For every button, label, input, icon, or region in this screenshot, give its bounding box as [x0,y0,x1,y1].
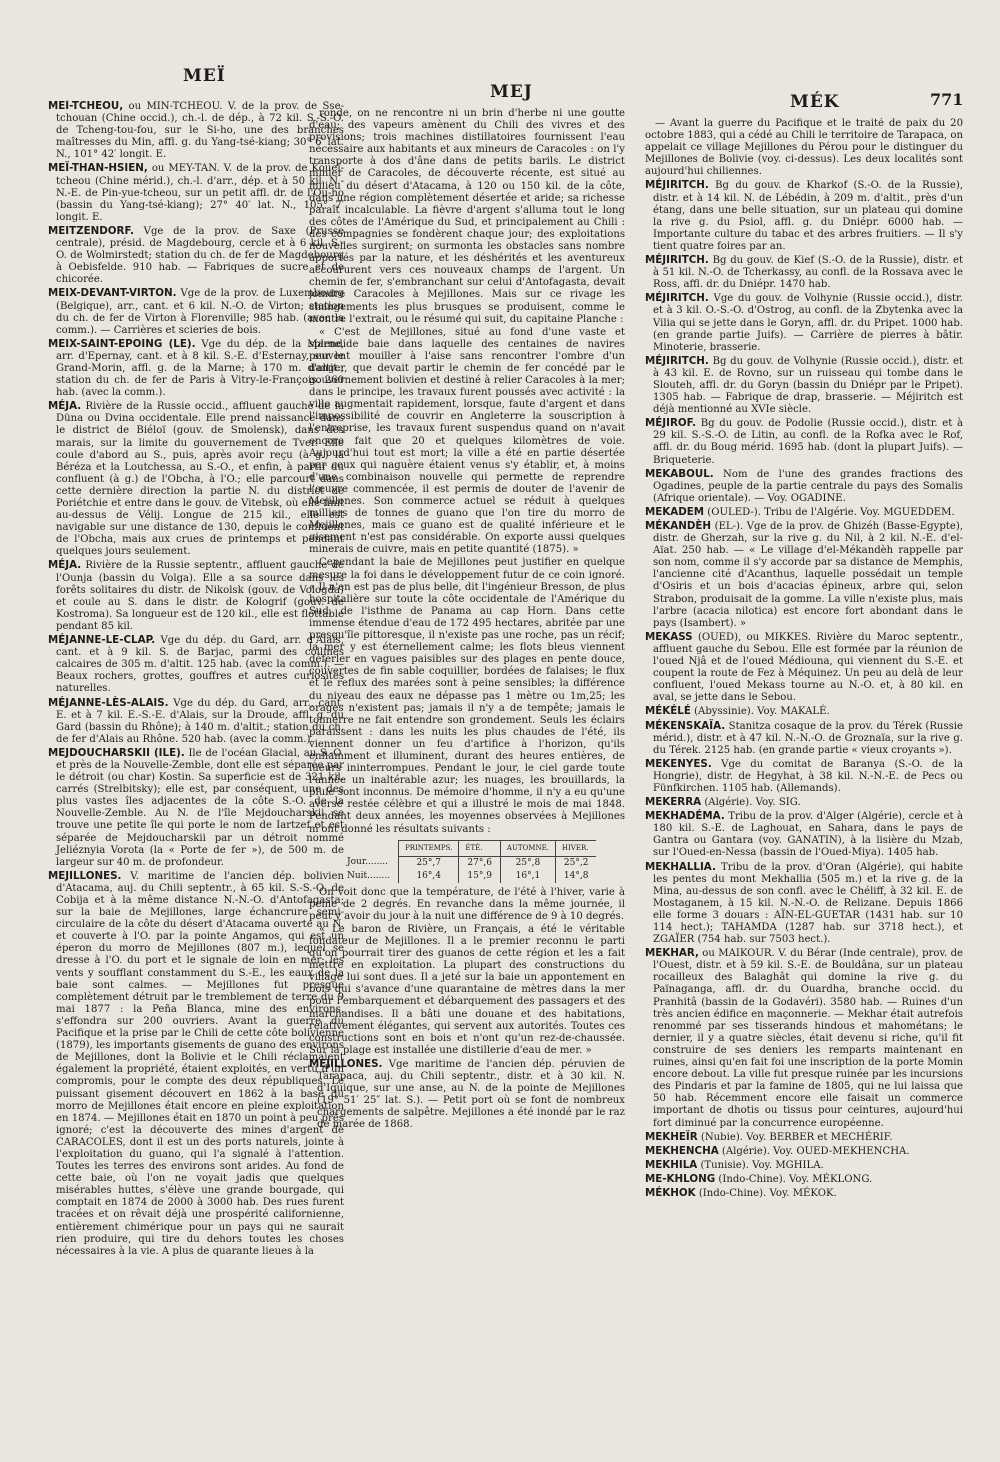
entry-headword: MEIX-DEVANT-VIRTON. [48,287,177,300]
entry-headword: MÉJIROF. [645,417,697,430]
entry-headword: MÉJA. [48,559,82,572]
dictionary-entry [48,747,344,869]
climate-table-header: HIVER. [555,840,596,856]
entry-headword: MEKHILA [645,1158,698,1171]
entry-headword: MEKENYES. [645,757,712,770]
entry-text: Bg du gouv. de Volhynie (Russie occid.), distr. et à 43 kil. E. de Rovno, sur un ruisseau qui tombe dans le Slouteh, affl. dr. du Goryn (bassin du Dniépr par le Pripet). 1305 hab. — Fabrique de drap, brasserie. — Méjiritch est déjà mentionné au XVIe siècle. [653,355,963,416]
dictionary-entry [645,947,963,1129]
dictionary-entry [48,400,344,558]
entry-headword: MÉKENSKAÏA. [645,719,726,732]
climate-table-cell: 16°,4 [399,870,459,883]
running-head-right: MÉK [790,92,840,112]
entry-text: ou MIN-TCHEOU. V. de la prov. de Sse-tchouan (Chine occid.), ch.-l. de dép., à 72 kil. S.-S.-O. de Tcheng-tou-fou, sur le Si-ho, une des branches maîtresses du Min, affl. g. du Yang-tsé-kiang; 30° 6′ lat. N., 101° 42′ longit. E. [56,101,344,161]
entry-text: Bg du gouv. de Kharkof (S.-O. de la Russie), distr. et à 14 kil. N. de Lébédin, à 209 m. d'altit., près d'un étang, dans une belle situation, sur un plateau qui domine la rive g. du Psiol, affl. g. du Dniépr. 6000 hab. — Importante culture du tabac et des arbres fruitiers. — Il s'y tient quatre foires par an. [653,180,963,252]
entry-text: Rivière de la Russie occid., affluent gauche de la Düna ou Dvina occidentale. Elle prend naissance dans le district de Biéloï (gouv. de Smolensk), dans des marais, sur la limite du gouvernement de Tver. Elle coule d'abord au S., puis, après avoir reçu (à g.) la Béréza et la Loutchessa, au S.-O., et enfin, à partir du confluent (à g.) de l'Obcha, à l'O.; elle parcourt dans cette dernière direction la partie N. du district de Poriétchie et entre dans le gouv. de Vitebsk, où elle finit au-dessus de Vélij. Longue de 215 kil., elle est navigable sur une distance de 130, depuis le confluent de l'Obcha, mais aux crues de printemps et pendant quelques jours seulement. [56,401,344,558]
entry-text: (OUED), ou MIKKES. Rivière du Maroc septentr., affluent gauche du Sebou. Elle est formée par la réunion de l'oued Njâ et de l'oued Médiouna, qui viennent du S.-E. et coupent la route de Fez à Méquinez. Un peu au delà de leur confluent, l'oued Mekass tourne au N.-O. et, à 80 kil. en aval, se jette dans le Sebou. [653,631,963,704]
entry-headword: MÉKÉLÉ [645,705,691,718]
dictionary-entry [645,1131,963,1144]
body-paragraph: — Avant la guerre du Pacifique et le traité de paix du 20 octobre 1883, qui a cédé au Chili le territoire de Tarapaca, on appelait ce village Mejillones du Pérou pour le distinguer du Mejillones de Bolivie (voy. ci-dessus). Les deux localités sont aujourd'hui chiliennes. [645,118,963,178]
climate-table-cell: 27°,6 [459,856,501,870]
dictionary-entry [645,506,963,519]
entry-text: (Algérie). Voy. OUED-MEKHENCHA. [721,1145,910,1157]
dictionary-entry [48,100,344,161]
body-paragraph: Cependant la baie de Mejillones peut justifier en quelque mesure la foi dans le développement futur de ce coin ignoré. « Il n'en est pas de plus belle, dit l'ingénieur Bresson, de plus hospitalière sur toute la côte occidentale de l'Amérique du Sud, de l'isthme de Panama au cap Horn. Dans cette immense étendue d'eau de 172 495 hectares, abritée par une presqu'île pittoresque, il n'existe pas une roche, pas un récif; la mer y est éternellement calme; les flots bleus viennent déferler en vagues paisibles sur des plages en pente douce, couvertes de fin sable coquillier, bordées de falaises; le flux et le reflux des marées sont à peine sensibles; la différence du niveau des eaux ne dépasse pas 1 mètre ou 1m,25; les orages n'existent pas; jamais il n'y a de tempête; jamais le tonnerre ne fait entendre son grondement. Seuls les éclairs paraissent : dans les nuits les plus chaudes de l'été, ils viennent donner un feu d'artifice à l'horizon, qu'ils enflamment et illuminent, durant des heures entières, de lueurs ininterrompues. Pendant le jour, le ciel garde toute l'année un inaltérable azur; les nuages, les brouillards, la pluie sont inconnus. De mémoire d'homme, il n'y a eu qu'une averse restée célèbre et qui a illustré le mois de mai 1848. Pendant deux années, les moyennes observées à Mejillones m'ont donné les résultats suivants : [309,557,625,835]
entry-headword: MEKHAR, [645,947,699,960]
dictionary-entry [645,355,963,416]
climate-table-cell: Jour........ [347,857,389,868]
dictionary-entry [645,292,963,353]
entry-text: ou MEY-TAN. V. de la prov. de Koueï-tcheou (Chine mérid.), ch.-l. d'arr., dép. et à 50 kil. N.-N.-E. de Pin-yue-tcheou, sur un petit affl. dr. de l'Ou-ho (bassin du Yang-tsé-kiang); 27° 40′ lat. N., 105° 7′ longit. E. [56,163,344,223]
dictionary-entry [645,417,963,466]
dictionary-entry [645,1173,963,1186]
dictionary-entry [645,705,963,718]
table-row [339,870,596,883]
text-column-1 [48,100,344,1395]
entry-headword: MÉJIRITCH. [645,354,709,367]
climate-table-cell: 14°,8 [555,870,596,883]
entry-text: Bg du gouv. de Podolie (Russie occid.), distr. et à 29 kil. S.-S.-O. de Litin, au confl. de la Rofka avec le Rof, affl. dr. du Boug mérid. 1695 hab. (dont la plupart Juifs). — Briqueterie. [653,418,963,466]
entry-headword: MEKHENCHA [645,1144,719,1157]
climate-table-header: PRINTEMPS. [399,840,459,856]
dictionary-entry [645,1145,963,1158]
climate-table-cell: 25°,2 [555,856,596,870]
climate-table-cell: Nuit........ [347,870,391,881]
entry-headword: MEKABOUL. [645,467,714,480]
entry-headword: MEJILLONES. [309,1057,383,1070]
entry-headword: MÉKHOK [645,1186,696,1199]
entry-headword: MÉJIRITCH. [645,179,709,192]
body-paragraph: On voit donc que la température, de l'été à l'hiver, varie à peine de 2 degrés. En revanche dans la même journée, il peut y avoir du jour à la nuit une différence de 9 à 10 degrés. [309,886,625,922]
dictionary-entry [645,758,963,795]
entry-headword: MEJDOUCHARSKII (ILE). [48,746,185,759]
climate-table-header [339,840,399,856]
entry-headword: MEÏ-TCHEOU, [48,100,124,112]
entry-headword: MEIX-SAINT-EPOING (LE). [48,337,196,350]
entry-text: (Abyssinie). Voy. MAKALÉ. [694,706,830,718]
dictionary-entry [48,870,344,1258]
entry-text: (OULED-). Tribu de l'Algérie. Voy. MGUEDDEM. [707,506,955,518]
dictionary-entry [645,631,963,705]
dictionary-entry [48,634,344,695]
dictionary-entry [645,796,963,809]
entry-text: Vge de la prov. de Luxembourg (Belgique), arr., cant. et 6 kil. N.-O. de Virton; station du ch. de fer de Virton à Florenville; 985 hab. (avec la comm.). — Carrières et scieries de bois. [56,288,344,336]
entry-headword: MÉJANNE-LÈS-ALAIS. [48,696,169,709]
entry-text: ou MAIKOUR. V. du Bérar (Inde centrale), prov. de l'Ouest, distr. et à 59 kil. S.-E. de Bouldâna, sur un plateau rocailleux des Balaghât qui domine la rive g. du Païnaganga, affl. dr. du Ouardha, branche occid. du Pranhitâ (bassin de la Godavéri). 3580 hab. — Ruines d'un très ancien édifice en maçonnerie. — Mekhar était autrefois renommé par ses tisserands hindous et mahométans; le dernier, il y a quatre siècles, était devenu si riche, qu'il fit construire de ses deniers les remparts maintenant en ruines, ainsi qu'en fait foi une inscription de la porte Momin encore debout. La ville fut presque ruinée par les incursions des Pindaris et par la famine de 1805, qui ne lui laissa que 50 hab. Récemment encore elle faisait un commerce important de dhotis ou tissus pour ceintures, aujourd'hui fort diminué par la concurrence européenne. [653,948,963,1129]
entry-text: Vge du dép. de la Marne, arr. d'Epernay, cant. et à 8 kil. S.-E. d'Esternay, sur le Grand-Morin, affl. g. de la Marne; à 170 m. d'altit.; station du ch. de fer de Paris à Vitry-le-François. 260 hab. (avec la comm.). [56,338,344,399]
page-number: 771 [930,90,964,109]
running-head-left: MEÏ [183,66,226,86]
entry-text: (EL-). Vge de la prov. de Ghizéh (Basse-Egypte), distr. de Gherzah, sur la rive g. du Nil, à 2 kil. N.-E. d'el-Aïat. 250 hab. — « Le village d'el-Mékandèh rappelle par son nom, comme il s'y accorde par sa distance de Memphis, l'ancienne cité d'Acanthus, laquelle possédait un temple d'Osiris et un bois d'acacias épineux, arbre qui, selon Strabon, produisait de la gomme. La ville n'existe plus, mais l'arbre (acacia nilotica) est encore fort abondant dans le pays (Isambert). » [653,521,963,629]
dictionary-entry [645,254,963,291]
dictionary-entry [645,810,963,859]
entry-text: Tribu de la prov. d'Oran (Algérie), qui habite les pentes du mont Mekhallia (505 m.) et la rive g. de la Mina, au-dessus de son confl. avec le Chéliff, à 32 kil. E. de Mostaganem, à 15 kil. N.-N.-O. de Relizane. Depuis 1866 elle forme 3 douars : AÏN-EL-GUETAR (1431 hab. sur 10 114 hect.); TAHAMDA (1287 hab. sur 3718 hect.), et ZGAÏER (754 hab. sur 7503 hect.). [653,861,963,946]
entry-text: (Nubie). Voy. BERBER et MECHÉRIF. [700,1131,893,1143]
dictionary-entry [48,338,344,399]
dictionary-entry [645,179,963,253]
dictionary-entry [48,559,344,633]
dictionary-entry [48,697,344,746]
entry-text: Nom de l'une des grandes fractions des Ogadines, peuple de la partie centrale du pays des Somalis (Afrique orientale). — Voy. OGADINE. [653,468,963,504]
dictionary-entry [645,468,963,505]
dictionary-entry [645,1159,963,1172]
climate-table-cell: 25°,8 [500,856,555,870]
entry-text: Bg du gouv. de Kief (S.-O. de la Russie), distr. et à 51 kil. N.-O. de Tcherkassy, au confl. de la Rossava avec le Ross, affl. dr. du Dniépr. 1470 hab. [653,255,963,291]
entry-text: Stanitza cosaque de la prov. du Térek (Russie mérid.), distr. et à 47 kil. N.-N.-O. de Groznaïa, sur la rive g. du Térek. 2125 hab. (en grande partie « vieux croyants »). [653,720,963,756]
entry-text: (Indo-Chine). Voy. MÉKLONG. [718,1173,873,1185]
dictionary-entry [645,861,963,947]
entry-text: Vge du dép. du Gard, arr. d'Alais, cant. et à 9 kil. S. de Barjac, parmi des collines calcaires de 305 m. d'altit. 125 hab. (avec la comm.). — Beaux rochers, grottes, gouffres et autres curiosités naturelles. [56,635,344,695]
climate-table-header: AUTOMNE. [500,840,555,856]
climate-table-cell: 15°,9 [459,870,501,883]
entry-headword: MÉJA. [48,400,82,413]
dictionary-entry [645,520,963,630]
entry-headword: MEKHEÏR [645,1130,698,1143]
entry-headword: MÉJIRITCH. [645,292,709,305]
entry-headword: MEITZENDORF. [48,224,134,237]
entry-text: Vge du comitat de Baranya (S.-O. de la Hongrie), distr. de Hegyhat, à 38 kil. N.-N.-E. de Pecs ou Fünfkirchen. 1105 hab. (Allemands). [653,758,963,794]
entry-headword: MEÏ-THAN-HSIEN, [48,162,148,175]
entry-headword: MEKERRA [645,796,702,809]
entry-text: Vge du gouv. de Volhynie (Russie occid.), distr. et à 3 kil. O.-S.-O. d'Ostrog, au confl. de la Zbytenka avec la Vilia qui se jette dans le Goryn, affl. dr. du Pripet. 1000 hab. (en grande partie Juifs). — Carrière de pierres à bâtir. Minoterie, brasserie. [653,293,963,353]
dictionary-entry [48,162,344,223]
dictionary-entry [48,287,344,336]
entry-text: (Tunisie). Voy. MGHILA. [700,1159,824,1171]
climate-table-cell: 16°,1 [500,870,555,883]
body-paragraph: « Le baron de Rivière, un Français, a été le véritable fondateur de Mejillones. Il a le premier reconnu le parti qu'on pourrait tirer des guanos de cette région et les a fait mettre en exploitation. La plupart des constructions du village lui sont dues. Il a jeté sur la baie un appontement en bois qui s'avance d'une quarantaine de mètres dans la mer pour l'embarquement et débarquement des passagers et des marchandises. Il a bâti une douane et des habitations, relativement élégantes, qui servent aux autorités. Toutes ces constructions sont en bois et n'ont qu'un rez-de-chaussée. Sur la plage est installée une distillerie d'eau de mer. » [309,923,625,1056]
entry-text: V. maritime de l'ancien dép. bolivien d'Atacama, auj. du Chili septentr., à 65 kil. S.-S.-O. de Cobija et à la même distance N.-N.-O. d'Antofagasta; sur la baie de Mejillones, large échancrure semi-circulaire de la côte du désert d'Atacama ouverte au N. et couverte à l'O. par la pointe Angamos, qui est un éperon du morro de Mejillones (807 m.), lequel se dresse à l'O. du port et le signale de loin en mer; les vents y soufflant constamment du S.-E., les eaux de la baie sont calmes. — Mejillones fut presque complètement détruit par le tremblement de terre du 9 mai 1877 : la Peña Blanca, mine des environs, s'effondra sur 200 ouvriers. Avant la guerre du Pacifique et la prise par le Chili de cette côte bolivienne (1879), les importants gisements de guano des environs de Mejillones, dont la Bolivie et le Chili réclamaient également la propriété, étaient exploités, en vertu d'un compromis, pour le compte des deux républiques. Le puissant gisement découvert en 1862 à la base du morro de Mejillones était encore en pleine exploitation en 1874. — Mejillones était en 1870 un point à peu près ignoré; c'est la découverte des mines d'argent de CARACOLES, dont il est un des ports naturels, jointe à l'exploitation du guano, qui l'a signalé à l'attention. Toutes les terres des environs sont arides. Au fond de cette baie, où l'on ne voyait jadis que quelques misérables huttes, s'élève une grande bourgade, qui comptait en 1874 de 2000 à 3000 hab. Des rues furent tracées et on rêvait déjà une prospérité californienne, entièrement chimérique pour un pays qui ne saurait rien produire, qui tire du dehors toutes les choses nécessaires à la vie. A plus de quarante lieues à la [56,870,344,1257]
dictionary-entry [645,720,963,757]
entry-headword: MÉKANDÈH [645,520,712,532]
text-column-3 [645,118,963,1410]
entry-text: Vge de la prov. de Saxe (Prusse centrale), présid. de Magdebourg, cercle et à 6 kil. S.-O. de Wolmirstedt; station du ch. de fer de Magdebourg à Oebisfelde. 910 hab. — Fabriques de sucre et de chicorée. [56,225,344,286]
entry-headword: MEKADEM [645,505,705,518]
table-row [339,856,596,870]
running-head-center: MEJ [490,82,533,102]
body-paragraph: « C'est de Mejillones, situé au fond d'une vaste et splendide baie dans laquelle des centaines de navires peuvent mouiller à l'aise sans rencontrer l'ombre d'un danger, que devait partir le chemin de fer concédé par le gouvernement bolivien et destiné à relier Caracoles à la mer; dans le principe, les travaux furent poussés avec activité : la ville augmentait rapidement, lorsque, faute d'argent et dans l'impossibilité de couvrir en Angleterre la souscription à l'entreprise, les travaux furent suspendus quand on n'avait encore fait que 20 et quelques kilomètres de voie. Aujourd'hui tout est mort; la ville a été en partie désertée par ceux qui naguère étaient venus s'y établir, et, à moins d'une combinaison nouvelle qui permette de reprendre l'œuvre commencée, il est permis de douter de l'avenir de Mejillones. Son commerce actuel se réduit à quelques milliers de tonnes de guano que l'on tire du morro de Mejillones, mais ce guano est de qualité inférieure et le gisement n'est pas considérable. On exporte aussi quelques minerais de cuivre, mais en petite quantité (1875). » [309,326,625,556]
entry-text: Tribu de la prov. d'Alger (Algérie), cercle et à 180 kil. S.-E. de Laghouat, en Sahara, dans le pays de Gantra ou Gantara (voy. GANATIN), à la lisière du Mzab, sur l'Oued-en-Nessa (bassin de l'Oued-Miya). 1405 hab. [653,811,963,859]
entry-headword: MEKHALLIA. [645,860,716,873]
entry-text: Rivière de la Russie septentr., affluent gauche de l'Ounja (bassin du Volga). Elle a sa source dans les forêts solitaires du distr. de Nikolsk (gouv. de Vologda) et coule au S. dans le distr. de Kologrif (gouv. de Kostroma). Sa longueur est de 120 kil., elle est flottable pendant 85 kil. [56,560,344,632]
entry-headword: ME-KHLONG [645,1172,716,1185]
entry-text: (Indo-Chine). Voy. MÉKOK. [698,1187,837,1199]
entry-headword: MÉJIRITCH. [645,254,709,267]
dictionary-entry [48,225,344,286]
entry-text: Vge maritime de l'ancien dép. péruvien de Tarapaca, auj. du Chili septentr., distr. et à 30 kil. N. d'Iquique, sur une anse, au N. de la pointe de Mejillones (19° 51′ 25″ lat. S.). — Petit port où se font de nombreux chargements de salpêtre. Mejillones a été inondé par le raz de marée de 1868. [317,1058,625,1131]
entry-headword: MEJILLONES. [48,869,122,882]
entry-headword: MÉJANNE-LE-CLAP. [48,634,156,647]
dictionary-entry [309,1058,625,1132]
body-paragraph: ronde, on ne rencontre ni un brin d'herbe ni une goutte d'eau; des vapeurs amènent du Chili des vivres et des provisions; trois machines distillatoires fournissent l'eau nécessaire aux habitants et aux mineurs de Caracoles : on l'y transporte à dos d'âne dans de petits barils. Le district minier de Caracoles, de découverte récente, est situé au milieu du désert d'Atacama, à 120 ou 150 kil. de la côte, dans une région complètement désertée et aride; sa richesse paraît incalculable. La fièvre d'argent s'alluma tout le long des côtes de l'Amérique du Sud, et principalement au Chili : des compagnies se fondèrent chaque jour; des exploitations nouvelles surgirent; on surmonta les obstacles sans nombre apportés par la nature, et les déshérités et les aventureux accoururent vers ces nouveaux champs de l'argent. Un chemin de fer, s'embranchant sur celui d'Antofagasta, devait joindre Caracoles à Mejillones. Mais sur ce rivage les changements les plus brusques se produisent, comme le montre l'extrait, ou le résumé qui suit, du capitaine Planche : [309,108,625,325]
climate-table-cell: 25°,7 [399,856,459,870]
entry-text: Ile de l'océan Glacial, au S.-O. et près de la Nouvelle-Zemble, dont elle est séparée par le détroit (ou char) Kostin. Sa superficie est de 321 kil. carrés (Strelbitsky); elle est, par conséquent, une des plus vastes îles adjacentes de la côte S.-O. de la Nouvelle-Zemble. Au N. de l'île Mejdoucharskii se trouve une petite île qui porte le nom de Iartzef et est séparée de Mejdoucharskii par un détroit nommé Jeliéznyia Vorota (la « Porte de fer »), de 500 m. de largeur sur 40 m. de profondeur. [56,747,344,868]
climate-table-header: ÉTÉ. [459,840,501,856]
entry-text: Vge du dép. du Gard, arr., cant. E. et à 7 kil. E.-S.-E. d'Alais, sur la Droude, affl. g. du Gard (bassin du Rhône); à 140 m. d'altit.; station du ch. de fer d'Alais au Rhône. 520 hab. (avec la comm.). [56,697,344,745]
entry-headword: MEKHADÉMA. [645,810,725,823]
dictionary-entry [645,1187,963,1200]
text-column-2 [309,108,625,1398]
climate-table [339,840,596,883]
entry-text: (Algérie). Voy. SIG. [704,797,801,809]
entry-headword: MEKASS [645,630,693,643]
